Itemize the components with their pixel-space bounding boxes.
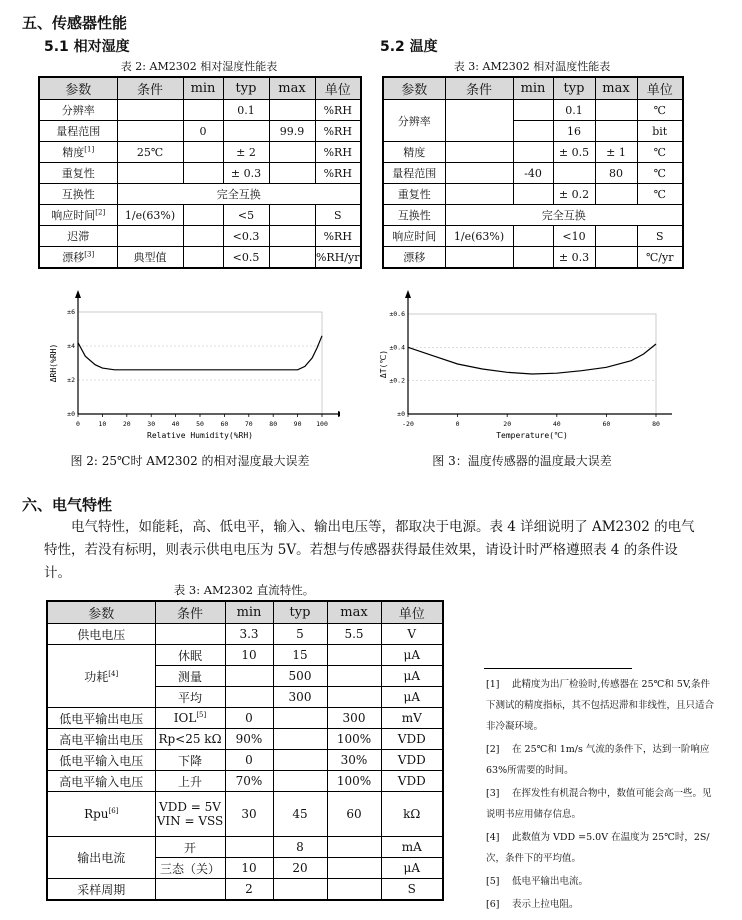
min-cell: [183, 142, 223, 163]
table-row: [39, 226, 361, 247]
max-cell: 60: [327, 792, 381, 837]
cond-cell: [155, 879, 225, 901]
param-label: 精度: [62, 146, 85, 159]
param-cell: 量程范围: [383, 163, 445, 184]
param-label: 响应时间: [51, 209, 96, 222]
x-axis-arrow: [338, 411, 340, 417]
unit-cell: bit: [637, 121, 683, 142]
x-tick-label: 0: [76, 420, 80, 428]
min-cell: 3.3: [225, 624, 273, 645]
max-cell: [269, 100, 315, 121]
span-cell: 完全互换: [117, 184, 361, 205]
min-cell: [513, 100, 553, 121]
param-cell: 分辨率: [383, 100, 445, 142]
unit-cell: %RH: [315, 100, 361, 121]
figure3-caption: 图 3：温度传感器的温度最大误差: [432, 454, 612, 468]
table-row: [39, 142, 361, 163]
param-cell: [39, 247, 117, 269]
unit-cell: ℃: [637, 184, 683, 205]
figure2-caption: 图 2: 25℃时 AM2302 的相对湿度最大误差: [70, 454, 310, 468]
unit-cell: %RH: [315, 226, 361, 247]
table-row: [383, 184, 683, 205]
max-cell: [327, 879, 381, 901]
x-tick-label: 60: [220, 420, 229, 428]
footnote-text: 此精度为出厂检验时,传感器在 25℃和 5V,条件下测试的精度指标，其不包括迟滞和非线性，且只适合非冷凝环境。: [486, 679, 715, 732]
param-cell: 高电平输入电压: [47, 771, 155, 792]
footnote-text: 在挥发性有机混合物中，数值可能会高一些。见说明书应用储存信息。: [486, 788, 712, 820]
cond-cell: 测量: [155, 666, 225, 687]
typ-cell: ± 0.2: [553, 184, 595, 205]
table-header-row: [383, 77, 683, 100]
max-cell: [327, 645, 381, 666]
typ-cell: [273, 750, 327, 771]
humidity-error-chart: [40, 288, 340, 448]
typ-cell: ± 0.5: [553, 142, 595, 163]
cond-line: VDD = 5V: [159, 800, 221, 814]
param-label: 功耗: [84, 669, 109, 684]
subsection-temperature-title: 5.2 温度: [380, 39, 438, 55]
footnote-item: [486, 783, 716, 825]
footnote-ref: [3]: [84, 250, 95, 259]
cond-cell: 下降: [155, 750, 225, 771]
typ-cell: 20: [273, 858, 327, 879]
cond-cell: 25℃: [117, 142, 183, 163]
typ-cell: [273, 879, 327, 901]
min-cell: [513, 247, 553, 269]
max-cell: [269, 205, 315, 226]
footnote-item: [486, 674, 716, 737]
max-cell: [269, 163, 315, 184]
header-cell: 单位: [637, 77, 683, 100]
header-cell: 参数: [47, 601, 155, 624]
min-cell: [183, 247, 223, 269]
table-header-row: [47, 601, 443, 624]
cond-cell: [445, 247, 513, 269]
max-cell: [595, 184, 637, 205]
footnote-ref: [2]: [95, 208, 106, 217]
unit-cell: %RH: [315, 142, 361, 163]
max-cell: [269, 247, 315, 269]
typ-cell: <0.5: [223, 247, 269, 269]
x-tick-label: 20: [122, 420, 131, 428]
param-cell: 互换性: [383, 205, 445, 226]
header-cell: typ: [273, 601, 327, 624]
table-row: [47, 624, 443, 645]
table-row: [383, 226, 683, 247]
param-cell: 响应时间: [383, 226, 445, 247]
param-cell: 低电平输出电压: [47, 708, 155, 729]
typ-cell: 15: [273, 645, 327, 666]
table-row: [383, 247, 683, 269]
unit-cell: %RH: [315, 121, 361, 142]
x-axis-label: Temperature(℃): [496, 431, 568, 440]
param-cell: 分辨率: [39, 100, 117, 121]
cond-cell: 开: [155, 837, 225, 858]
min-cell: [513, 142, 553, 163]
max-cell: 5.5: [327, 624, 381, 645]
x-tick-label: 90: [293, 420, 302, 428]
y-axis-arrow: [75, 290, 81, 298]
table-row: [39, 184, 361, 205]
min-cell: [225, 837, 273, 858]
table4-caption: 表 3: AM2302 直流特性。: [173, 583, 315, 597]
cond-cell: 休眠: [155, 645, 225, 666]
footnote-ref: [5]: [196, 711, 207, 719]
footnote-number: [2]: [486, 744, 500, 755]
typ-cell: 0.1: [223, 100, 269, 121]
table-row: [39, 247, 361, 269]
x-tick-label: 0: [455, 420, 460, 428]
max-cell: [327, 858, 381, 879]
table-row: [47, 879, 443, 901]
error-curve: [408, 344, 656, 374]
header-cell: min: [513, 77, 553, 100]
header-cell: 单位: [315, 77, 361, 100]
param-cell: [39, 205, 117, 226]
unit-cell: V: [381, 624, 443, 645]
header-cell: typ: [553, 77, 595, 100]
param-cell: 迟滞: [39, 226, 117, 247]
unit-cell: mA: [381, 837, 443, 858]
header-cell: 参数: [383, 77, 445, 100]
table-row: [39, 205, 361, 226]
temperature-error-chart: [372, 288, 672, 448]
max-cell: [595, 226, 637, 247]
typ-cell: [273, 771, 327, 792]
table-row: [47, 771, 443, 792]
typ-cell: 500: [273, 666, 327, 687]
table-row: [47, 837, 443, 858]
param-cell: 输出电流: [47, 837, 155, 879]
unit-cell: μA: [381, 858, 443, 879]
min-cell: 90%: [225, 729, 273, 750]
table-row: [47, 729, 443, 750]
max-cell: 300: [327, 708, 381, 729]
unit-cell: ℃: [637, 142, 683, 163]
unit-cell: ℃: [637, 100, 683, 121]
temperature-performance-table: [382, 76, 684, 269]
max-cell: [327, 837, 381, 858]
error-curve: [78, 336, 322, 370]
header-cell: max: [327, 601, 381, 624]
min-cell: 70%: [225, 771, 273, 792]
typ-cell: 8: [273, 837, 327, 858]
dc-characteristics-table: [46, 600, 444, 901]
typ-cell: 16: [553, 121, 595, 142]
param-cell: 互换性: [39, 184, 117, 205]
header-cell: max: [595, 77, 637, 100]
param-label: Rpu: [84, 807, 109, 821]
cond-cell: 平均: [155, 687, 225, 708]
max-cell: 100%: [327, 771, 381, 792]
min-cell: 0: [225, 750, 273, 771]
cond-cell: 典型值: [117, 247, 183, 269]
cond-cell: [155, 792, 225, 837]
table-row: [39, 121, 361, 142]
x-axis-label: Relative Humidity(%RH): [147, 431, 253, 440]
electrical-paragraph: 电气特性，如能耗，高、低电平，输入、输出电压等，都取决于电源。表 4 详细说明了 AM2302 的电气特性，若没有标明，则表示供电电压为 5V。若想与传感器获得最佳效果，请设计时严格遵照表 4 的条件设计。: [44, 519, 695, 581]
cond-cell: 上升: [155, 771, 225, 792]
header-cell: 单位: [381, 601, 443, 624]
footnote-text: 低电平输出电流。: [512, 876, 589, 887]
max-cell: 80: [595, 163, 637, 184]
cond-cell: [117, 121, 183, 142]
max-cell: 99.9: [269, 121, 315, 142]
cond-cell: [445, 184, 513, 205]
header-cell: 条件: [117, 77, 183, 100]
param-cell: 重复性: [383, 184, 445, 205]
table-row: [383, 163, 683, 184]
y-tick-label: ±0: [397, 410, 405, 418]
min-cell: 0: [225, 708, 273, 729]
max-cell: 100%: [327, 729, 381, 750]
unit-cell: μA: [381, 666, 443, 687]
cond-label: IOL: [173, 711, 197, 725]
unit-cell: S: [637, 226, 683, 247]
unit-cell: S: [381, 879, 443, 901]
min-cell: [183, 100, 223, 121]
typ-cell: ± 2: [223, 142, 269, 163]
unit-cell: ℃/yr: [637, 247, 683, 269]
footnote-text: 表示上拉电阻。: [512, 899, 579, 910]
header-cell: min: [225, 601, 273, 624]
typ-cell: <5: [223, 205, 269, 226]
min-cell: [513, 121, 553, 142]
header-cell: min: [183, 77, 223, 100]
min-cell: 10: [225, 645, 273, 666]
footnote-number: [3]: [486, 788, 500, 799]
min-cell: [183, 205, 223, 226]
min-cell: [513, 184, 553, 205]
min-cell: -40: [513, 163, 553, 184]
table-row: [47, 750, 443, 771]
x-tick-label: 20: [503, 420, 512, 428]
footnote-number: [5]: [486, 876, 500, 887]
y-tick-label: ±0: [67, 410, 75, 418]
unit-cell: μA: [381, 645, 443, 666]
footnote-item: [486, 871, 716, 892]
x-tick-label: -20: [402, 420, 414, 428]
param-cell: 精度: [383, 142, 445, 163]
table-row: [383, 100, 683, 121]
cond-cell: [155, 624, 225, 645]
y-tick-label: ±0.6: [389, 310, 405, 318]
max-cell: 30%: [327, 750, 381, 771]
typ-cell: 45: [273, 792, 327, 837]
table-row: [383, 205, 683, 226]
footnote-item: [486, 739, 716, 781]
unit-cell: ℃: [637, 163, 683, 184]
y-tick-label: ±4: [67, 342, 75, 350]
cond-cell: Rp<25 kΩ: [155, 729, 225, 750]
min-cell: [225, 666, 273, 687]
y-axis-label: ΔT(℃): [379, 349, 388, 379]
header-cell: typ: [223, 77, 269, 100]
cond-cell: [117, 100, 183, 121]
typ-cell: <10: [553, 226, 595, 247]
footnote-number: [1]: [486, 679, 500, 690]
y-axis-label: ΔRH(%RH): [49, 343, 58, 383]
param-cell: 高电平输出电压: [47, 729, 155, 750]
x-tick-label: 80: [269, 420, 278, 428]
typ-cell: [273, 708, 327, 729]
typ-cell: ± 0.3: [223, 163, 269, 184]
typ-cell: ± 0.3: [553, 247, 595, 269]
y-axis-arrow: [405, 290, 411, 298]
param-cell: 采样周期: [47, 879, 155, 901]
y-tick-label: ±0.4: [389, 343, 405, 352]
unit-cell: VDD: [381, 729, 443, 750]
y-tick-label: ±2: [67, 376, 75, 384]
table-header-row: [39, 77, 361, 100]
max-cell: [269, 142, 315, 163]
param-cell: 漂移: [383, 247, 445, 269]
x-tick-label: 60: [602, 420, 611, 428]
x-tick-label: 80: [652, 420, 660, 428]
subsection-humidity-title: 5.1 相对湿度: [44, 39, 130, 55]
cond-cell: [155, 708, 225, 729]
param-cell: 重复性: [39, 163, 117, 184]
x-tick-label: 70: [244, 420, 253, 428]
y-tick-label: ±6: [67, 308, 75, 316]
footnote-text: 此数值为 VDD =5.0V 在温度为 25℃时，2S/次，条件下的平均值。: [486, 832, 710, 864]
min-cell: 30: [225, 792, 273, 837]
table-row: [383, 142, 683, 163]
footnote-list: [486, 674, 716, 915]
min-cell: [183, 163, 223, 184]
max-cell: [269, 226, 315, 247]
header-cell: max: [269, 77, 315, 100]
table-row: [39, 100, 361, 121]
min-cell: 2: [225, 879, 273, 901]
cond-cell: [117, 226, 183, 247]
min-cell: [225, 687, 273, 708]
footnote-ref: [1]: [84, 145, 95, 154]
humidity-performance-table: [38, 76, 362, 269]
typ-cell: <0.3: [223, 226, 269, 247]
max-cell: [595, 100, 637, 121]
footnote-number: [4]: [486, 832, 500, 843]
param-cell: [47, 645, 155, 708]
x-tick-label: 40: [552, 420, 561, 428]
typ-cell: [223, 121, 269, 142]
y-tick-label: ±0.2: [389, 376, 405, 385]
span-cell: 完全互换: [445, 205, 683, 226]
min-cell: [513, 226, 553, 247]
x-tick-label: 30: [147, 420, 156, 428]
footnote-ref: [6]: [108, 807, 119, 815]
x-tick-label: 40: [171, 420, 180, 428]
footnote-item: [486, 827, 716, 869]
unit-cell: mV: [381, 708, 443, 729]
param-label: 漂移: [62, 251, 85, 264]
cond-cell: [445, 100, 513, 142]
section-6-title: 六、电气特性: [22, 496, 113, 514]
table-row: [39, 163, 361, 184]
x-tick-label: 10: [98, 420, 107, 428]
x-tick-label: 50: [196, 420, 204, 428]
footnote-divider: [484, 668, 632, 669]
param-cell: 低电平输入电压: [47, 750, 155, 771]
max-cell: ± 1: [595, 142, 637, 163]
cond-cell: 1/e(63%): [445, 226, 513, 247]
unit-cell: VDD: [381, 750, 443, 771]
footnote-number: [6]: [486, 899, 500, 910]
unit-cell: %RH: [315, 163, 361, 184]
unit-cell: VDD: [381, 771, 443, 792]
typ-cell: 0.1: [553, 100, 595, 121]
cond-cell: 三态（关）: [155, 858, 225, 879]
param-cell: 量程范围: [39, 121, 117, 142]
max-cell: [327, 666, 381, 687]
table-row: [47, 792, 443, 837]
cond-cell: 1/e(63%): [117, 205, 183, 226]
param-cell: [39, 142, 117, 163]
typ-cell: [273, 729, 327, 750]
table-row: [47, 708, 443, 729]
section-5-title: 五、传感器性能: [22, 14, 128, 32]
typ-cell: 300: [273, 687, 327, 708]
header-cell: 条件: [155, 601, 225, 624]
unit-cell: μA: [381, 687, 443, 708]
typ-cell: [553, 163, 595, 184]
max-cell: [595, 121, 637, 142]
min-cell: [183, 226, 223, 247]
unit-cell: S: [315, 205, 361, 226]
unit-cell: %RH/yr: [315, 247, 361, 269]
table3-caption: 表 3: AM2302 相对温度性能表: [453, 60, 611, 73]
table-row: [47, 645, 443, 666]
min-cell: 0: [183, 121, 223, 142]
max-cell: [595, 247, 637, 269]
cond-cell: [445, 142, 513, 163]
unit-cell: kΩ: [381, 792, 443, 837]
header-cell: 条件: [445, 77, 513, 100]
table2-caption: 表 2: AM2302 相对湿度性能表: [120, 60, 278, 73]
typ-cell: 5: [273, 624, 327, 645]
cond-line: VIN = VSS: [156, 814, 224, 828]
footnote-item: [486, 894, 716, 915]
max-cell: [327, 687, 381, 708]
param-cell: [47, 792, 155, 837]
header-cell: 参数: [39, 77, 117, 100]
min-cell: 10: [225, 858, 273, 879]
footnote-ref: [4]: [108, 669, 119, 678]
footnote-text: 在 25℃和 1m/s 气流的条件下，达到一阶响应 63%所需要的时间。: [486, 744, 710, 776]
cond-cell: [117, 163, 183, 184]
param-cell: 供电电压: [47, 624, 155, 645]
x-tick-label: 100: [316, 420, 328, 428]
plot-frame: [78, 312, 322, 414]
cond-cell: [445, 163, 513, 184]
